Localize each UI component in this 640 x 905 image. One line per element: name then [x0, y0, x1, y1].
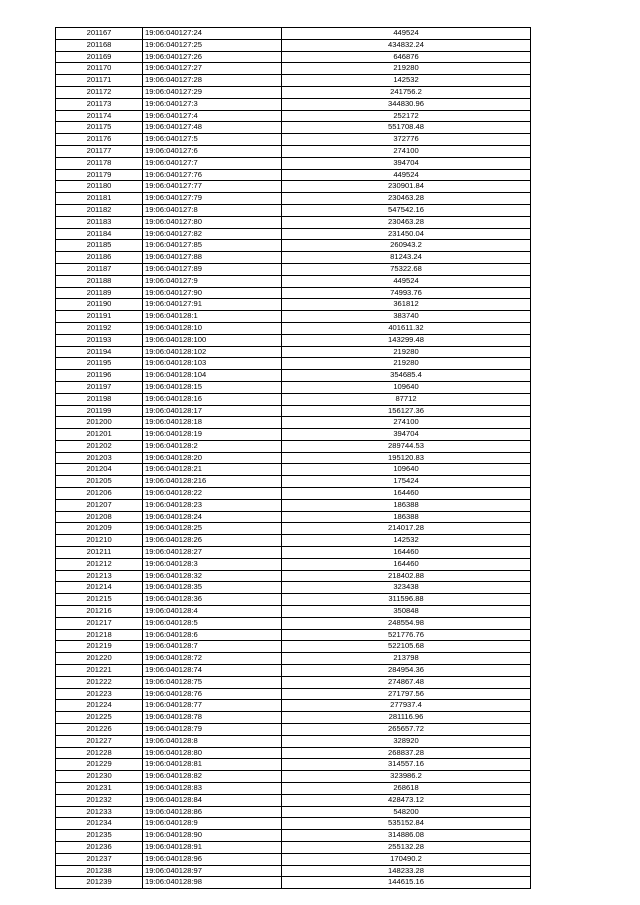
- row-number-cell: 201204: [56, 464, 143, 476]
- row-number-cell: 201179: [56, 169, 143, 181]
- table-row: [56, 252, 531, 264]
- table-row: [56, 86, 531, 98]
- row-number-cell: 201192: [56, 322, 143, 334]
- table-row: [56, 759, 531, 771]
- value-cell: 428473.12: [282, 794, 531, 806]
- row-number-cell: 201214: [56, 582, 143, 594]
- value-cell: 186388: [282, 511, 531, 523]
- cadastral-number-cell: 19:06:040128:18: [143, 417, 282, 429]
- row-number-cell: 201195: [56, 358, 143, 370]
- value-cell: 394704: [282, 429, 531, 441]
- cadastral-number-cell: 19:06:040127:76: [143, 169, 282, 181]
- row-number-cell: 201196: [56, 370, 143, 382]
- value-cell: 74993.76: [282, 287, 531, 299]
- cadastral-number-cell: 19:06:040127:3: [143, 98, 282, 110]
- cadastral-number-cell: 19:06:040128:16: [143, 393, 282, 405]
- table-row: [56, 275, 531, 287]
- row-number-cell: 201227: [56, 735, 143, 747]
- table-row: [56, 216, 531, 228]
- row-number-cell: 201203: [56, 452, 143, 464]
- value-cell: 219280: [282, 63, 531, 75]
- value-cell: 268837.28: [282, 747, 531, 759]
- cadastral-number-cell: 19:06:040127:24: [143, 28, 282, 40]
- table-row: [56, 558, 531, 570]
- table-row: [56, 712, 531, 724]
- table-row: [56, 724, 531, 736]
- cadastral-number-cell: 19:06:040128:10: [143, 322, 282, 334]
- cadastral-number-cell: 19:06:040127:7: [143, 157, 282, 169]
- table-row: [56, 818, 531, 830]
- cadastral-number-cell: 19:06:040127:9: [143, 275, 282, 287]
- value-cell: 230901.84: [282, 181, 531, 193]
- cadastral-number-cell: 19:06:040128:77: [143, 700, 282, 712]
- table-row: [56, 747, 531, 759]
- table-row: [56, 134, 531, 146]
- value-cell: 241756.2: [282, 86, 531, 98]
- row-number-cell: 201230: [56, 771, 143, 783]
- row-number-cell: 201231: [56, 783, 143, 795]
- row-number-cell: 201207: [56, 499, 143, 511]
- cadastral-number-cell: 19:06:040128:81: [143, 759, 282, 771]
- value-cell: 170490.2: [282, 853, 531, 865]
- row-number-cell: 201168: [56, 39, 143, 51]
- row-number-cell: 201174: [56, 110, 143, 122]
- table-row: [56, 511, 531, 523]
- cadastral-number-cell: 19:06:040128:9: [143, 818, 282, 830]
- cadastral-number-cell: 19:06:040128:79: [143, 724, 282, 736]
- row-number-cell: 201172: [56, 86, 143, 98]
- cadastral-number-cell: 19:06:040127:27: [143, 63, 282, 75]
- value-cell: 142532: [282, 535, 531, 547]
- table-row: [56, 783, 531, 795]
- value-cell: 383740: [282, 311, 531, 323]
- row-number-cell: 201210: [56, 535, 143, 547]
- table-row: [56, 535, 531, 547]
- table-row: [56, 688, 531, 700]
- value-cell: 394704: [282, 157, 531, 169]
- value-cell: 547542.16: [282, 204, 531, 216]
- value-cell: 219280: [282, 358, 531, 370]
- value-cell: 551708.48: [282, 122, 531, 134]
- table-row: [56, 417, 531, 429]
- value-cell: 314886.08: [282, 830, 531, 842]
- cadastral-number-cell: 19:06:040128:26: [143, 535, 282, 547]
- row-number-cell: 201194: [56, 346, 143, 358]
- table-row: [56, 853, 531, 865]
- value-cell: 265657.72: [282, 724, 531, 736]
- value-cell: 548200: [282, 806, 531, 818]
- value-cell: 230463.28: [282, 216, 531, 228]
- table-row: [56, 405, 531, 417]
- cadastral-number-cell: 19:06:040128:80: [143, 747, 282, 759]
- row-number-cell: 201238: [56, 865, 143, 877]
- table-row: [56, 606, 531, 618]
- value-cell: 230463.28: [282, 193, 531, 205]
- row-number-cell: 201184: [56, 228, 143, 240]
- table-row: [56, 110, 531, 122]
- table-row: [56, 476, 531, 488]
- value-cell: 449524: [282, 169, 531, 181]
- value-cell: 75322.68: [282, 263, 531, 275]
- value-cell: 214017.28: [282, 523, 531, 535]
- table-row: [56, 594, 531, 606]
- row-number-cell: 201234: [56, 818, 143, 830]
- value-cell: 284954.36: [282, 665, 531, 677]
- table-row: [56, 865, 531, 877]
- row-number-cell: 201201: [56, 429, 143, 441]
- cadastral-number-cell: 19:06:040128:6: [143, 629, 282, 641]
- cadastral-number-cell: 19:06:040128:78: [143, 712, 282, 724]
- value-cell: 164460: [282, 558, 531, 570]
- value-cell: 314557.16: [282, 759, 531, 771]
- row-number-cell: 201233: [56, 806, 143, 818]
- table-row: [56, 830, 531, 842]
- table-row: [56, 240, 531, 252]
- row-number-cell: 201198: [56, 393, 143, 405]
- cadastral-number-cell: 19:06:040128:15: [143, 381, 282, 393]
- row-number-cell: 201215: [56, 594, 143, 606]
- table-row: [56, 122, 531, 134]
- cadastral-number-cell: 19:06:040128:24: [143, 511, 282, 523]
- cadastral-number-cell: 19:06:040128:22: [143, 488, 282, 500]
- cadastral-number-cell: 19:06:040128:98: [143, 877, 282, 889]
- cadastral-number-cell: 19:06:040127:88: [143, 252, 282, 264]
- row-number-cell: 201170: [56, 63, 143, 75]
- row-number-cell: 201183: [56, 216, 143, 228]
- cadastral-number-cell: 19:06:040128:1: [143, 311, 282, 323]
- cadastral-number-cell: 19:06:040128:74: [143, 665, 282, 677]
- cadastral-number-cell: 19:06:040128:23: [143, 499, 282, 511]
- cadastral-number-cell: 19:06:040127:8: [143, 204, 282, 216]
- row-number-cell: 201180: [56, 181, 143, 193]
- table-row: [56, 499, 531, 511]
- value-cell: 323438: [282, 582, 531, 594]
- table-row: [56, 523, 531, 535]
- row-number-cell: 201213: [56, 570, 143, 582]
- value-cell: 535152.84: [282, 818, 531, 830]
- row-number-cell: 201171: [56, 75, 143, 87]
- cadastral-number-cell: 19:06:040128:25: [143, 523, 282, 535]
- table-row: [56, 464, 531, 476]
- row-number-cell: 201190: [56, 299, 143, 311]
- cadastral-number-cell: 19:06:040127:80: [143, 216, 282, 228]
- table-row: [56, 653, 531, 665]
- cadastral-number-cell: 19:06:040128:103: [143, 358, 282, 370]
- row-number-cell: 201182: [56, 204, 143, 216]
- cadastral-number-cell: 19:06:040128:83: [143, 783, 282, 795]
- value-cell: 350848: [282, 606, 531, 618]
- value-cell: 142532: [282, 75, 531, 87]
- table-row: [56, 157, 531, 169]
- value-cell: 219280: [282, 346, 531, 358]
- cadastral-number-cell: 19:06:040128:3: [143, 558, 282, 570]
- value-cell: 372776: [282, 134, 531, 146]
- value-cell: 260943.2: [282, 240, 531, 252]
- table-row: [56, 735, 531, 747]
- table-row: [56, 287, 531, 299]
- cadastral-number-cell: 19:06:040127:90: [143, 287, 282, 299]
- table-row: [56, 806, 531, 818]
- row-number-cell: 201186: [56, 252, 143, 264]
- table-row: [56, 370, 531, 382]
- row-number-cell: 201220: [56, 653, 143, 665]
- row-number-cell: 201224: [56, 700, 143, 712]
- row-number-cell: 201167: [56, 28, 143, 40]
- value-cell: 195120.83: [282, 452, 531, 464]
- value-cell: 156127.36: [282, 405, 531, 417]
- row-number-cell: 201188: [56, 275, 143, 287]
- table-row: [56, 334, 531, 346]
- table-row: [56, 346, 531, 358]
- cadastral-number-cell: 19:06:040127:26: [143, 51, 282, 63]
- cadastral-number-cell: 19:06:040128:96: [143, 853, 282, 865]
- table-row: [56, 877, 531, 889]
- cadastral-number-cell: 19:06:040127:25: [143, 39, 282, 51]
- row-number-cell: 201178: [56, 157, 143, 169]
- row-number-cell: 201175: [56, 122, 143, 134]
- cadastral-number-cell: 19:06:040128:100: [143, 334, 282, 346]
- row-number-cell: 201197: [56, 381, 143, 393]
- table-row: [56, 665, 531, 677]
- value-cell: 449524: [282, 275, 531, 287]
- value-cell: 281116.96: [282, 712, 531, 724]
- row-number-cell: 201232: [56, 794, 143, 806]
- cadastral-number-cell: 19:06:040127:82: [143, 228, 282, 240]
- value-cell: 186388: [282, 499, 531, 511]
- row-number-cell: 201225: [56, 712, 143, 724]
- cadastral-number-cell: 19:06:040128:35: [143, 582, 282, 594]
- value-cell: 522105.68: [282, 641, 531, 653]
- table-row: [56, 39, 531, 51]
- value-cell: 449524: [282, 28, 531, 40]
- table-row: [56, 700, 531, 712]
- table-row: [56, 358, 531, 370]
- row-number-cell: 201185: [56, 240, 143, 252]
- cadastral-number-cell: 19:06:040128:5: [143, 617, 282, 629]
- row-number-cell: 201211: [56, 547, 143, 559]
- row-number-cell: 201193: [56, 334, 143, 346]
- value-cell: 274867.48: [282, 676, 531, 688]
- value-cell: 268618: [282, 783, 531, 795]
- value-cell: 109640: [282, 464, 531, 476]
- row-number-cell: 201189: [56, 287, 143, 299]
- value-cell: 144615.16: [282, 877, 531, 889]
- table-row: [56, 582, 531, 594]
- row-number-cell: 201217: [56, 617, 143, 629]
- value-cell: 271797.56: [282, 688, 531, 700]
- value-cell: 401611.32: [282, 322, 531, 334]
- row-number-cell: 201235: [56, 830, 143, 842]
- row-number-cell: 201222: [56, 676, 143, 688]
- value-cell: 344830.96: [282, 98, 531, 110]
- table-row: [56, 311, 531, 323]
- cadastral-number-cell: 19:06:040128:86: [143, 806, 282, 818]
- value-cell: 248554.98: [282, 617, 531, 629]
- table-row: [56, 771, 531, 783]
- cadastral-number-cell: 19:06:040127:91: [143, 299, 282, 311]
- value-cell: 231450.04: [282, 228, 531, 240]
- row-number-cell: 201221: [56, 665, 143, 677]
- row-number-cell: 201169: [56, 51, 143, 63]
- table-row: [56, 629, 531, 641]
- cadastral-number-cell: 19:06:040127:5: [143, 134, 282, 146]
- value-cell: 109640: [282, 381, 531, 393]
- table-row: [56, 440, 531, 452]
- cadastral-number-cell: 19:06:040128:97: [143, 865, 282, 877]
- table-row: [56, 841, 531, 853]
- row-number-cell: 201209: [56, 523, 143, 535]
- cadastral-number-cell: 19:06:040127:48: [143, 122, 282, 134]
- cadastral-value-table: [55, 27, 531, 889]
- cadastral-number-cell: 19:06:040127:29: [143, 86, 282, 98]
- row-number-cell: 201223: [56, 688, 143, 700]
- table-row: [56, 322, 531, 334]
- row-number-cell: 201206: [56, 488, 143, 500]
- cadastral-number-cell: 19:06:040127:85: [143, 240, 282, 252]
- cadastral-number-cell: 19:06:040127:4: [143, 110, 282, 122]
- row-number-cell: 201236: [56, 841, 143, 853]
- value-cell: 274100: [282, 417, 531, 429]
- row-number-cell: 201205: [56, 476, 143, 488]
- row-number-cell: 201181: [56, 193, 143, 205]
- table-row: [56, 794, 531, 806]
- cadastral-number-cell: 19:06:040128:36: [143, 594, 282, 606]
- table-row: [56, 145, 531, 157]
- cadastral-number-cell: 19:06:040128:216: [143, 476, 282, 488]
- cadastral-number-cell: 19:06:040128:20: [143, 452, 282, 464]
- cadastral-number-cell: 19:06:040127:89: [143, 263, 282, 275]
- table-row: [56, 452, 531, 464]
- table-body: [56, 28, 531, 889]
- table-row: [56, 51, 531, 63]
- cadastral-number-cell: 19:06:040127:28: [143, 75, 282, 87]
- value-cell: 164460: [282, 547, 531, 559]
- table-row: [56, 63, 531, 75]
- row-number-cell: 201228: [56, 747, 143, 759]
- value-cell: 87712: [282, 393, 531, 405]
- row-number-cell: 201187: [56, 263, 143, 275]
- value-cell: 143299.48: [282, 334, 531, 346]
- value-cell: 252172: [282, 110, 531, 122]
- table-row: [56, 28, 531, 40]
- cadastral-number-cell: 19:06:040128:75: [143, 676, 282, 688]
- cadastral-number-cell: 19:06:040128:104: [143, 370, 282, 382]
- cadastral-number-cell: 19:06:040127:79: [143, 193, 282, 205]
- cadastral-number-cell: 19:06:040128:32: [143, 570, 282, 582]
- table-row: [56, 204, 531, 216]
- table-row: [56, 676, 531, 688]
- cadastral-number-cell: 19:06:040128:17: [143, 405, 282, 417]
- table-row: [56, 488, 531, 500]
- value-cell: 289744.53: [282, 440, 531, 452]
- row-number-cell: 201173: [56, 98, 143, 110]
- value-cell: 277937.4: [282, 700, 531, 712]
- row-number-cell: 201216: [56, 606, 143, 618]
- cadastral-number-cell: 19:06:040128:27: [143, 547, 282, 559]
- cadastral-number-cell: 19:06:040128:91: [143, 841, 282, 853]
- row-number-cell: 201177: [56, 145, 143, 157]
- row-number-cell: 201191: [56, 311, 143, 323]
- row-number-cell: 201229: [56, 759, 143, 771]
- table-row: [56, 193, 531, 205]
- value-cell: 521776.76: [282, 629, 531, 641]
- value-cell: 81243.24: [282, 252, 531, 264]
- row-number-cell: 201199: [56, 405, 143, 417]
- cadastral-number-cell: 19:06:040128:76: [143, 688, 282, 700]
- value-cell: 274100: [282, 145, 531, 157]
- row-number-cell: 201208: [56, 511, 143, 523]
- cadastral-number-cell: 19:06:040127:77: [143, 181, 282, 193]
- table-row: [56, 299, 531, 311]
- cadastral-number-cell: 19:06:040128:84: [143, 794, 282, 806]
- row-number-cell: 201202: [56, 440, 143, 452]
- row-number-cell: 201239: [56, 877, 143, 889]
- row-number-cell: 201212: [56, 558, 143, 570]
- value-cell: 646876: [282, 51, 531, 63]
- table-row: [56, 75, 531, 87]
- table-row: [56, 263, 531, 275]
- table-row: [56, 617, 531, 629]
- cadastral-number-cell: 19:06:040128:90: [143, 830, 282, 842]
- table-row: [56, 570, 531, 582]
- cadastral-number-cell: 19:06:040128:21: [143, 464, 282, 476]
- row-number-cell: 201218: [56, 629, 143, 641]
- value-cell: 323986.2: [282, 771, 531, 783]
- cadastral-number-cell: 19:06:040127:6: [143, 145, 282, 157]
- row-number-cell: 201176: [56, 134, 143, 146]
- cadastral-number-cell: 19:06:040128:2: [143, 440, 282, 452]
- value-cell: 164460: [282, 488, 531, 500]
- table-row: [56, 547, 531, 559]
- table-row: [56, 181, 531, 193]
- cadastral-number-cell: 19:06:040128:8: [143, 735, 282, 747]
- table-row: [56, 641, 531, 653]
- table-row: [56, 98, 531, 110]
- row-number-cell: 201219: [56, 641, 143, 653]
- value-cell: 311596.88: [282, 594, 531, 606]
- table-row: [56, 429, 531, 441]
- cadastral-number-cell: 19:06:040128:19: [143, 429, 282, 441]
- row-number-cell: 201226: [56, 724, 143, 736]
- value-cell: 175424: [282, 476, 531, 488]
- value-cell: 361812: [282, 299, 531, 311]
- row-number-cell: 201237: [56, 853, 143, 865]
- table-row: [56, 393, 531, 405]
- cadastral-number-cell: 19:06:040128:7: [143, 641, 282, 653]
- table-row: [56, 228, 531, 240]
- cadastral-number-cell: 19:06:040128:4: [143, 606, 282, 618]
- value-cell: 255132.28: [282, 841, 531, 853]
- value-cell: 218402.88: [282, 570, 531, 582]
- value-cell: 328920: [282, 735, 531, 747]
- row-number-cell: 201200: [56, 417, 143, 429]
- value-cell: 434832.24: [282, 39, 531, 51]
- value-cell: 148233.28: [282, 865, 531, 877]
- cadastral-number-cell: 19:06:040128:82: [143, 771, 282, 783]
- value-cell: 354685.4: [282, 370, 531, 382]
- value-cell: 213798: [282, 653, 531, 665]
- cadastral-number-cell: 19:06:040128:72: [143, 653, 282, 665]
- table-row: [56, 169, 531, 181]
- table-row: [56, 381, 531, 393]
- cadastral-number-cell: 19:06:040128:102: [143, 346, 282, 358]
